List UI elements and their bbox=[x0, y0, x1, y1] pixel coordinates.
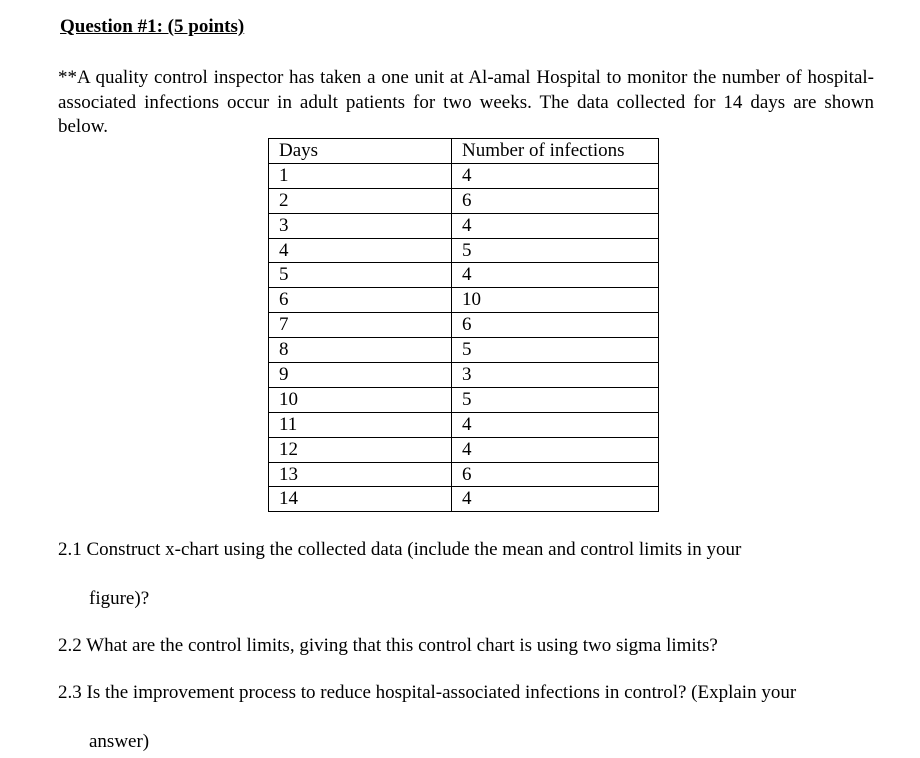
day-cell: 9 bbox=[269, 363, 452, 388]
infections-cell: 4 bbox=[452, 412, 659, 437]
infections-cell: 4 bbox=[452, 487, 659, 512]
infections-cell: 6 bbox=[452, 462, 659, 487]
day-cell: 13 bbox=[269, 462, 452, 487]
table-row bbox=[269, 163, 659, 188]
infections-cell: 4 bbox=[452, 437, 659, 462]
infections-cell: 10 bbox=[452, 288, 659, 313]
infections-cell: 5 bbox=[452, 387, 659, 412]
day-cell: 1 bbox=[269, 163, 452, 188]
day-cell: 14 bbox=[269, 487, 452, 512]
question-2-3-continuation: answer) bbox=[89, 731, 150, 752]
infections-cell: 3 bbox=[452, 363, 659, 388]
table-row bbox=[269, 462, 659, 487]
column-header-days: Days bbox=[269, 139, 452, 164]
day-cell: 4 bbox=[269, 238, 452, 263]
table-row bbox=[269, 238, 659, 263]
table-row bbox=[269, 213, 659, 238]
table-row bbox=[269, 313, 659, 338]
table-header-row bbox=[269, 139, 659, 164]
table-row bbox=[269, 263, 659, 288]
table-row bbox=[269, 437, 659, 462]
day-cell: 6 bbox=[269, 288, 452, 313]
day-cell: 10 bbox=[269, 387, 452, 412]
table-row bbox=[269, 487, 659, 512]
intro-paragraph: **A quality control inspector has taken a one unit at Al-amal Hospital to monitor the number of hospital-associated infections occur in adult patients for two weeks. The data collected for 14 days are shown below. bbox=[58, 67, 874, 137]
table-row bbox=[269, 387, 659, 412]
infections-cell: 4 bbox=[452, 163, 659, 188]
question-2-1: 2.1 Construct x-chart using the collected data (include the mean and control limits in your bbox=[58, 539, 742, 560]
table-row bbox=[269, 188, 659, 213]
table-row bbox=[269, 338, 659, 363]
question-heading: Question #1: (5 points) bbox=[60, 16, 245, 37]
infections-cell: 4 bbox=[452, 213, 659, 238]
day-cell: 5 bbox=[269, 263, 452, 288]
day-cell: 8 bbox=[269, 338, 452, 363]
day-cell: 7 bbox=[269, 313, 452, 338]
question-2-3: 2.3 Is the improvement process to reduce hospital-associated infections in control? (Explain your bbox=[58, 682, 797, 703]
infections-cell: 5 bbox=[452, 338, 659, 363]
table-row bbox=[269, 363, 659, 388]
infections-cell: 4 bbox=[452, 263, 659, 288]
table-row bbox=[269, 288, 659, 313]
table-row bbox=[269, 412, 659, 437]
infections-cell: 5 bbox=[452, 238, 659, 263]
infections-cell: 6 bbox=[452, 188, 659, 213]
question-2-1-continuation: figure)? bbox=[89, 588, 150, 609]
day-cell: 3 bbox=[269, 213, 452, 238]
question-2-2: 2.2 What are the control limits, giving that this control chart is using two sigma limits? bbox=[58, 635, 718, 656]
day-cell: 2 bbox=[269, 188, 452, 213]
infections-cell: 6 bbox=[452, 313, 659, 338]
day-cell: 11 bbox=[269, 412, 452, 437]
column-header-infections: Number of infections bbox=[452, 139, 659, 164]
infections-table bbox=[268, 138, 659, 512]
day-cell: 12 bbox=[269, 437, 452, 462]
